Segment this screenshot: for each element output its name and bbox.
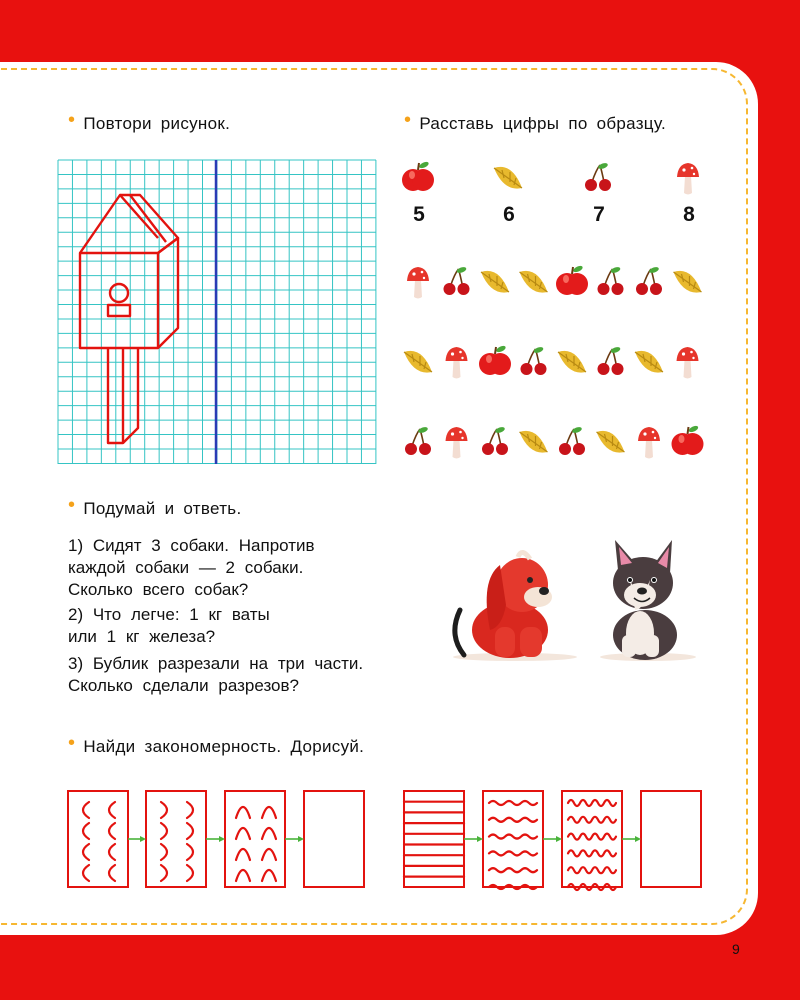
heading-digits: • Расставь цифры по образцу. [404, 109, 666, 133]
page-number: 9 [732, 941, 740, 957]
question-1: 1) Сидят 3 собаки. Напротив каждой собаки — 2 собаки. Сколько всего собак? [68, 536, 315, 599]
pattern-empty-box[interactable] [641, 791, 701, 887]
legend-digit: 7 [593, 203, 605, 226]
arrow-icons [128, 836, 641, 842]
heading-draw: • Повтори рисунок. [68, 109, 231, 133]
bullet-icon: • [68, 732, 76, 754]
legend-digit: 8 [683, 203, 695, 226]
bullet-icon: • [68, 494, 76, 516]
pattern-empty-box[interactable] [304, 791, 364, 887]
pattern-box-4 [404, 791, 464, 887]
pattern-box-1 [68, 791, 128, 887]
question-3: 3) Бублик разрезали на три части. Сколько сделали разрезов? [68, 654, 364, 695]
legend-digit: 5 [413, 203, 425, 226]
bullet-icon: • [404, 109, 412, 131]
question-2: 2) Что легче: 1 кг ваты или 1 кг железа? [68, 605, 270, 646]
heading-think: • Подумай и ответь. [68, 494, 242, 518]
legend-digit: 6 [503, 203, 515, 226]
heading-pattern: • Найди закономерность. Дорисуй. [68, 732, 365, 756]
bullet-icon: • [68, 109, 76, 131]
pattern-box-2 [146, 791, 206, 887]
